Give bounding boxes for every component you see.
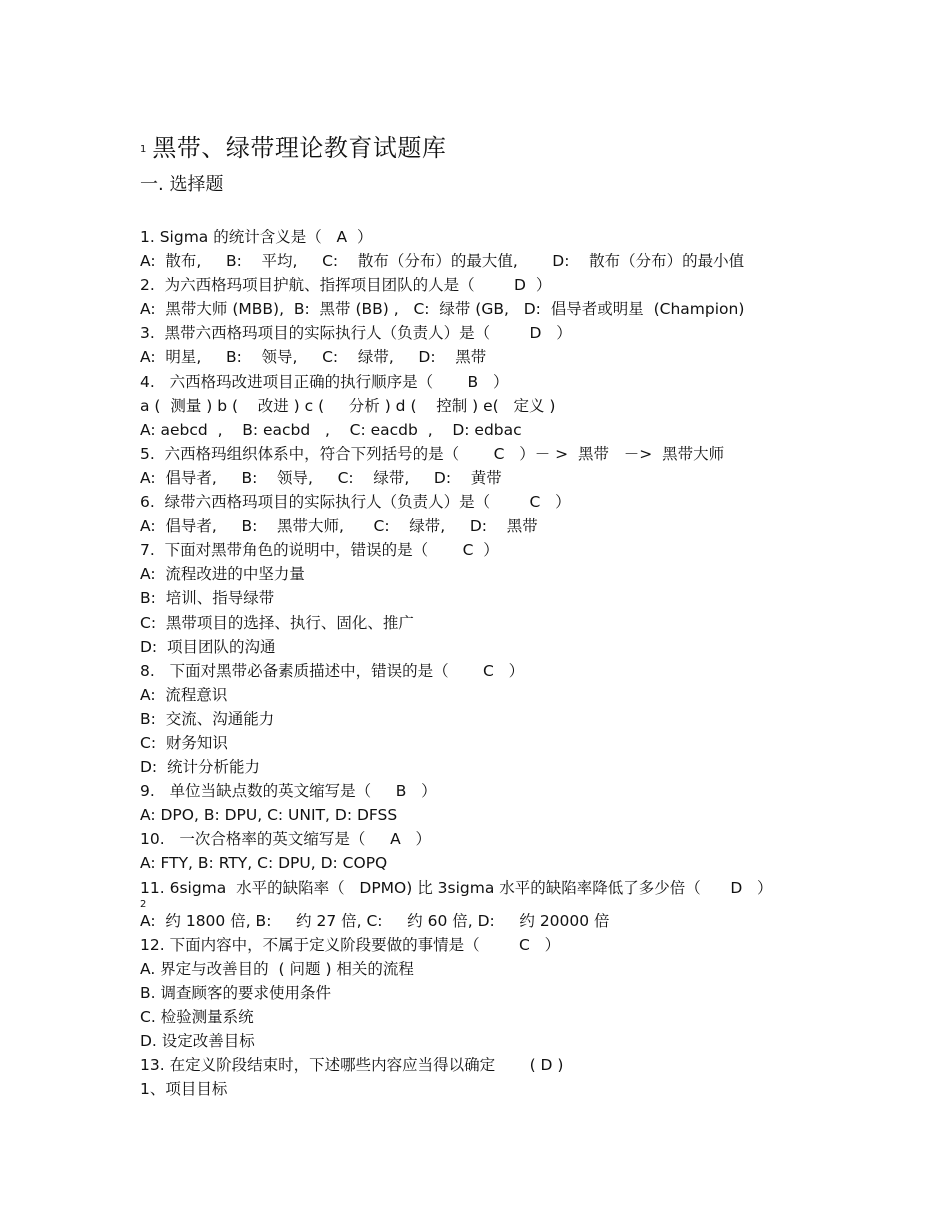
text-line: 10. 一次合格率的英文缩写是（ A ） — [140, 830, 431, 849]
text-line: a ( 测量 ) b ( 改进 ) c ( 分析 ) d ( 控制 ) e( 定义 ) — [140, 396, 556, 415]
text-line: A: 黑带大师 (MBB), B: 黑带 (BB) , C: 绿带 (GB, D: 倡导者或明星 (Champion) — [140, 300, 745, 319]
text-line: A: FTY, B: RTY, C: DPU, D: COPQ — [140, 854, 388, 873]
text-line: 1、项目目标 — [140, 1080, 228, 1099]
text-line: 1. Sigma 的统计含义是（ A ） — [140, 228, 373, 246]
text-line: 8. 下面对黑带必备素质描述中，错误的是（ C ） — [140, 661, 525, 680]
text-line: 12. 下面内容中，不属于定义阶段要做的事情是（ C ） — [140, 935, 561, 954]
text-line: A: 倡导者, B: 黑带大师, C: 绿带, D: 黑带 — [140, 517, 538, 536]
text-line: A: 约 1800 倍, B: 约 27 倍, C: 约 60 倍, D: 约 20000 倍 — [140, 911, 610, 930]
text-line: D: 统计分析能力 — [140, 758, 261, 777]
text-line: 13. 在定义阶段结束时，下述哪些内容应当得以确定 ( D ) — [140, 1056, 564, 1075]
section-heading: 一. 选择题 — [140, 174, 224, 195]
title-row — [140, 128, 920, 160]
text-line: 6. 绿带六西格玛项目的实际执行人（负责人）是（ C ） — [140, 493, 571, 512]
question-list — [140, 225, 920, 1101]
page-number: 1 — [140, 144, 147, 155]
text-line: B: 交流、沟通能力 — [140, 709, 275, 728]
text-line: 9. 单位当缺点数的英文缩写是（ B ） — [140, 782, 437, 801]
text-line: 2. 为六西格玛项目护航、指挥项目团队的人是（ D ） — [140, 276, 552, 295]
text-line: D: 项目团队的沟通 — [140, 637, 276, 656]
document-page — [140, 128, 920, 1101]
text-line: A: 流程意识 — [140, 685, 228, 704]
text-line: A: 明星, B: 领导, C: 绿带, D: 黑带 — [140, 348, 487, 367]
text-line: A: 倡导者, B: 领导, C: 绿带, D: 黄带 — [140, 468, 502, 487]
text-line: 5. 六西格玛组织体系中，符合下列括号的是（ C ）－ > 黑带 －> 黑带大师 — [140, 444, 725, 463]
text-line: C: 财务知识 — [140, 733, 228, 752]
text-line: A. 界定与改善目的 ( 问题 ) 相关的流程 — [140, 959, 414, 978]
text-line: A: 散布, B: 平均, C: 散布（分布）的最大值, D: 散布（分布）的最小值 — [140, 252, 745, 271]
text-line: D. 设定改善目标 — [140, 1032, 255, 1051]
text-line: 3. 黑带六西格玛项目的实际执行人（负责人）是（ D ） — [140, 324, 572, 343]
text-line: C: 黑带项目的选择、执行、固化、推广 — [140, 613, 414, 632]
text-line: A: DPO, B: DPU, C: UNIT, D: DFSS — [140, 806, 398, 825]
text-line: B. 调查顾客的要求使用条件 — [140, 983, 331, 1002]
text-line: A: aebcd , B: eacbd , C: eacdb , D: edbac — [140, 420, 522, 439]
text-line: C. 检验测量系统 — [140, 1008, 254, 1026]
text-line: B: 培训、指导绿带 — [140, 589, 275, 608]
text-line: A: 流程改进的中坚力量 — [140, 565, 305, 584]
text-line: 11. 6sigma 水平的缺陷率（ DPMO) 比 3sigma 水平的缺陷率降低了多少倍（ D ） — [140, 878, 773, 897]
text-line: 7. 下面对黑带角色的说明中，错误的是（ C ） — [140, 541, 499, 560]
document-title: 黑带、绿带理论教育试题库 — [152, 134, 447, 162]
text-line: 4. 六西格玛改进项目正确的执行顺序是（ B ） — [140, 372, 509, 391]
footnote-marker: 2 — [140, 898, 147, 910]
